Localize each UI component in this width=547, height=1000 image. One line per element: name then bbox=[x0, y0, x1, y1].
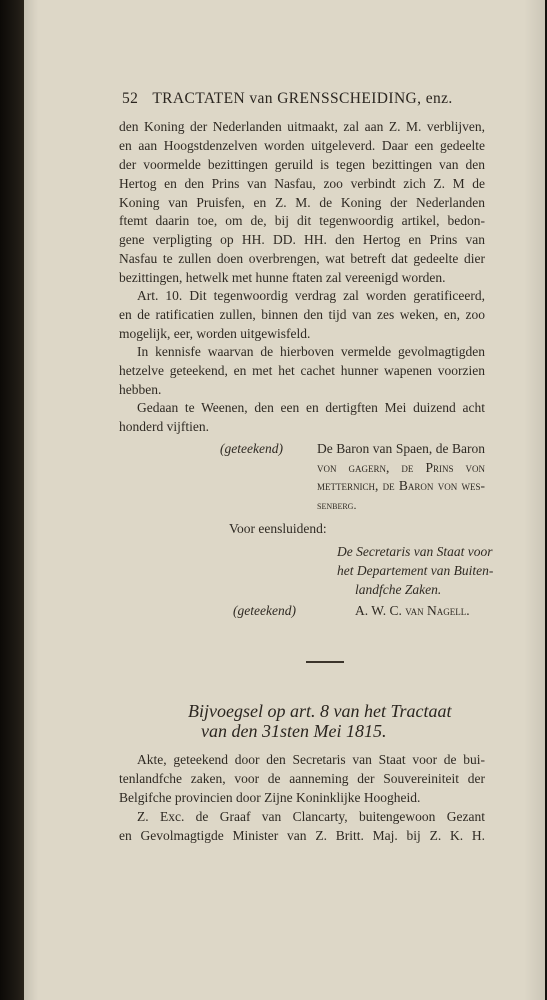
appendix-line: en Gevolmagtigde Minister van Z. Britt. Maj. bij Z. K. H. bbox=[119, 828, 485, 843]
body-line: ftemt daarin toe, om de, bij dit tegenwoordig artikel, bedon- bbox=[119, 213, 485, 228]
appendix-line: Z. Exc. de Graaf van Clancarty, buitengewoon Gezant bbox=[137, 809, 485, 824]
signatories-line: metternich, de Baron von wes- bbox=[317, 478, 485, 493]
dated-line: honderd vijftien. bbox=[119, 419, 209, 434]
book-spine-shadow bbox=[0, 0, 24, 1000]
witness-line: In kennisfe waarvan de hierboven vermelde gevolmagtigden bbox=[137, 344, 485, 359]
signatory-nagell: A. W. C. van Nagell. bbox=[355, 603, 470, 618]
body-line: en aan Hoogstdenzelven worden uitgeleverd. Daar een gedeelte bbox=[119, 138, 485, 153]
body-line: Nasfau te zullen doen overbrengen, wat betreft dat gedeelte dier bbox=[119, 251, 485, 266]
appendix-line: Belgifche provincien door Zijne Koninklijke Hoogheid. bbox=[119, 790, 421, 805]
secretary-line: landfche Zaken. bbox=[355, 582, 442, 597]
body-line: bezittingen, hetwelk met hunne ftaten zal vereenigd worden. bbox=[119, 270, 446, 285]
body-line: Koning van Pruisfen, en Z. M. de Koning der Nederlanden bbox=[119, 195, 485, 210]
appendix-line: Akte, geteekend door den Secretaris van Staat voor de bui- bbox=[137, 752, 485, 767]
appendix-title-line1: Bijvoegsel op art. 8 van het Tractaat bbox=[188, 701, 452, 721]
running-header bbox=[122, 90, 488, 108]
body-line: den Koning der Nederlanden uitmaakt, zal aan Z. M. verblijven, bbox=[119, 119, 485, 134]
witness-line: hetzelve geteekend, en met het cachet hunner wapenen voorzien bbox=[119, 363, 485, 378]
body-line: Hertog en den Prins van Nasfau, zoo verbindt zich Z. M de bbox=[119, 176, 485, 191]
body-line: gene verpligting op HH. DD. HH. den Hertog en Prins van bbox=[119, 232, 485, 247]
secretary-line: De Secretaris van Staat voor bbox=[337, 544, 493, 559]
signatories-line: senberg. bbox=[317, 498, 357, 512]
secretary-line: het Departement van Buiten- bbox=[337, 563, 494, 578]
article-10-line: Art. 10. Dit tegenwoordig verdrag zal worden geratificeerd, bbox=[137, 288, 485, 303]
body-line: der voormelde bezittingen geruild is tegen bezittingen van den bbox=[119, 157, 485, 172]
signatories-line: von gagern, de Prins von bbox=[317, 460, 485, 475]
article-10-line: mogelijk, eer, worden uitgewisfeld. bbox=[119, 326, 311, 341]
dated-line: Gedaan te Weenen, den een en dertigften Mei duizend acht bbox=[137, 400, 485, 415]
signed-label: (geteekend) bbox=[220, 441, 283, 456]
page-number: 52 bbox=[122, 90, 139, 107]
appendix-line: tenlandfche zaken, voor de aanneming der Souvereiniteit der bbox=[119, 771, 485, 786]
article-10-line: en de ratificatien zullen, binnen den tijd van zes weken, en, zoo bbox=[119, 307, 485, 322]
conform-label: Voor eensluidend: bbox=[229, 521, 327, 536]
running-title: TRACTATEN van GRENSSCHEIDING, enz. bbox=[152, 90, 453, 107]
witness-line: hebben. bbox=[119, 382, 162, 397]
section-divider bbox=[306, 661, 344, 663]
signatories-line: De Baron van Spaen, de Baron bbox=[317, 441, 485, 456]
appendix-title-line2: van den 31sten Mei 1815. bbox=[201, 721, 387, 741]
signed-label: (geteekend) bbox=[233, 603, 296, 618]
